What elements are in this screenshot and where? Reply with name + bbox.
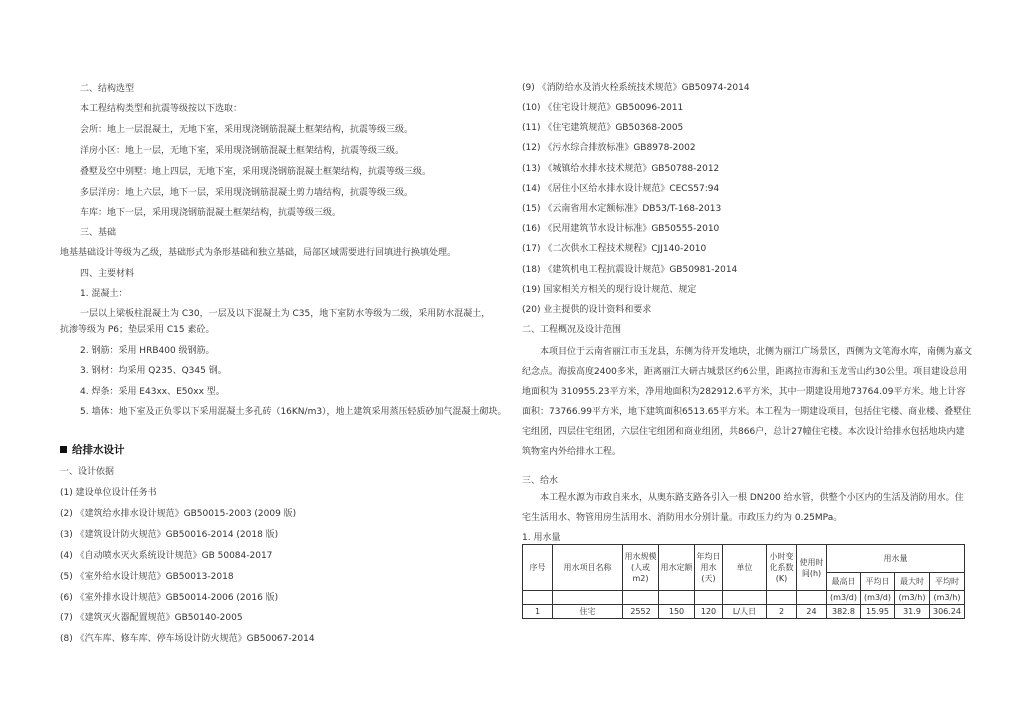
table-row	[523, 605, 965, 619]
cell-quota: 150	[659, 605, 695, 619]
cell-max-hr: 31.9	[895, 605, 930, 619]
col-water-header: 用水量	[827, 545, 965, 573]
materials-concrete-text-cont: 抗渗等级为 P6；垫层采用 C15 素砼。	[60, 325, 215, 335]
basis-item: (17) 《二次供水工程技术规程》CJJ140-2010	[522, 244, 707, 254]
col-quota-header: 用水定额	[659, 545, 695, 591]
col-avg-hr-header: 平均时	[930, 573, 965, 591]
basis-item: (6) 《室外排水设计规范》GB50014-2006 (2016 版)	[60, 593, 279, 603]
basis-item: (5) 《室外给水设计规范》GB50013-2018	[60, 572, 234, 582]
supply-section-title: 三、给水	[522, 476, 559, 486]
overview-section-title: 二、工程概况及设计范围	[522, 325, 622, 335]
basis-item: (14) 《居住小区给水排水设计规范》CECS57:94	[522, 184, 720, 194]
unit-max-hr: (m3/h)	[895, 591, 930, 605]
cell-days: 120	[695, 605, 723, 619]
basis-item: (13) 《城镇给水排水技术规范》GB50788-2012	[522, 164, 720, 174]
col-scale-header: 用水规模(人或m2)	[623, 545, 659, 591]
structure-intro: 本工程结构类型和抗震等级按以下选取：	[80, 104, 243, 114]
water-usage-subtitle: 1. 用水量	[522, 533, 561, 543]
basis-item: (2) 《建筑给水排水设计规范》GB50015-2003 (2009 版)	[60, 509, 297, 519]
basis-item: (10) 《住宅设计规范》GB50096-2011	[522, 103, 684, 113]
materials-concrete-title: 1. 混凝土：	[80, 289, 128, 299]
materials-steel: 3. 钢材：均采用 Q235、Q345 钢。	[80, 366, 227, 376]
col-max-day-header: 最高日	[827, 573, 861, 591]
structure-item-multistorey: 多层洋房：地上六层，地下一层，采用现浇钢筋混凝土剪力墙结构，抗震等级三级。	[80, 188, 414, 198]
basis-item: (20) 业主提供的设计资料和要求	[522, 305, 652, 315]
basis-item: (1) 建设单位设计任务书	[60, 488, 157, 498]
cell-avg-hr: 306.24	[930, 605, 965, 619]
structure-section-title: 二、结构选型	[80, 84, 135, 94]
col-avg-day-header: 平均日	[861, 573, 895, 591]
materials-section-title: 四、主要材料	[80, 269, 135, 279]
cell-scale: 2552	[623, 605, 659, 619]
col-unit-header: 单位	[723, 545, 767, 591]
basis-item: (7) 《建筑灭火器配置规范》GB50140-2005	[60, 613, 243, 623]
col-k-header: 小时变化系数(K)	[767, 545, 797, 591]
unit-avg-hr: (m3/h)	[930, 591, 965, 605]
cell-name: 住宅	[553, 605, 623, 619]
heading-square-icon	[60, 446, 67, 453]
materials-walls: 5. 墙体：地下室及正负零以下采用混凝土多孔砖（16KN/m3），地上建筑采用蒸压轻质砂加气混凝土砌块。	[80, 407, 507, 417]
water-design-heading-text: 给排水设计	[72, 444, 125, 456]
col-seq-header: 序号	[523, 545, 553, 591]
overview-text: 本项目位于云南省丽江市玉龙县，东侧为待开发地块，北侧为丽江广场景区，西侧为文笔海水库，南侧为嘉文纪念点。海拔高度2400多米，距离丽江大研古城景区约6公里，距离拉市海和玉龙雪山约30公里。项目建设总用地面积为 310955.23平方米，净用地面积为282912.6平方米，其中一期建设用地73764.09平方米。地上计容面积：73766.99平方米，地下建筑面积6513.65平方米。本工程为一期建设项目，包括住宅楼、商业楼、叠墅住宅组团，四层住宅组团，六层住宅组团和商业组团，共866户，总计27幢住宅楼。本次设计给排水包括地块内建筑物室内外给排水工程。	[522, 347, 973, 457]
water-usage-table	[522, 544, 965, 619]
unit-max-day: (m3/d)	[827, 591, 861, 605]
basis-item: (4) 《自动喷水灭火系统设计规范》GB 50084-2017	[60, 551, 273, 561]
col-time-header: 使用时间(h)	[797, 545, 827, 591]
materials-concrete-text: 一层以上梁板柱混凝土为 C30，一层及以下混凝土为 C35，地下室防水等级为二级，采用防水混凝土，	[80, 309, 491, 319]
cell-max-day: 382.8	[827, 605, 861, 619]
cell-seq: 1	[523, 605, 553, 619]
basis-item: (9) 《消防给水及消火栓系统技术规范》GB50974-2014	[522, 83, 750, 93]
structure-item-stacked: 叠墅及空中别墅：地上四层，无地下室，采用现浇钢筋混凝土框架结构，抗震等级三级。	[80, 167, 432, 177]
basis-item: (12) 《污水综合排放标准》GB8978-2002	[522, 143, 696, 153]
basis-item: (8) 《汽车库、修车库、停车场设计防火规范》GB50067-2014	[60, 634, 315, 644]
materials-welding: 4. 焊条：采用 E43xx、E50xx 型。	[80, 387, 225, 397]
basis-item: (19) 国家相关方相关的现行设计规范、规定	[522, 285, 697, 295]
basis-item: (15) 《云南省用水定额标准》DB53/T-168-2013	[522, 204, 722, 214]
col-max-hr-header: 最大时	[895, 573, 930, 591]
materials-rebar: 2. 钢筋：采用 HRB400 级钢筋。	[80, 346, 215, 356]
foundation-section-title: 三、基础	[80, 228, 117, 238]
structure-item-villa: 洋房小区：地上一层，无地下室，采用现浇钢筋混凝土框架结构，抗震等级三级。	[80, 146, 405, 156]
col-days-header: 年均日用水(天)	[695, 545, 723, 591]
table-header-row	[523, 545, 965, 573]
structure-item-clubhouse: 会所：地上一层混凝土，无地下室，采用现浇钢筋混凝土框架结构，抗震等级三级。	[80, 125, 414, 135]
foundation-text: 地基基础设计等级为乙级，基础形式为条形基础和独立基础，局部区域需要进行回填进行换填处理。	[60, 248, 457, 258]
col-name-header: 用水项目名称	[553, 545, 623, 591]
basis-item: (16) 《民用建筑节水设计标准》GB50555-2010	[522, 224, 720, 234]
basis-item: (11) 《住宅建筑规范》GB50368-2005	[522, 123, 684, 133]
supply-text: 本工程水源为市政自来水，从奥东路支路各引入一根 DN200 给水管，供整个小区内的生活及消防用水。住宅生活用水、物管用房生活用水、消防用水分别计量。市政压力约为 0.25MPa。	[522, 493, 964, 523]
structure-item-garage: 车库：地下一层，采用现浇钢筋混凝土框架结构，抗震等级三级。	[80, 208, 342, 218]
water-design-heading	[60, 444, 125, 456]
cell-avg-day: 15.95	[861, 605, 895, 619]
cell-time: 24	[797, 605, 827, 619]
basis-item: (18) 《建筑机电工程抗震设计规范》GB50981-2014	[522, 265, 738, 275]
basis-section-title: 一、设计依据	[60, 467, 115, 477]
cell-unit: L/人日	[723, 605, 767, 619]
cell-k: 2	[767, 605, 797, 619]
basis-item: (3) 《建筑设计防火规范》GB50016-2014 (2018 版)	[60, 530, 279, 540]
table-unit-row	[523, 591, 965, 605]
unit-avg-day: (m3/d)	[861, 591, 895, 605]
